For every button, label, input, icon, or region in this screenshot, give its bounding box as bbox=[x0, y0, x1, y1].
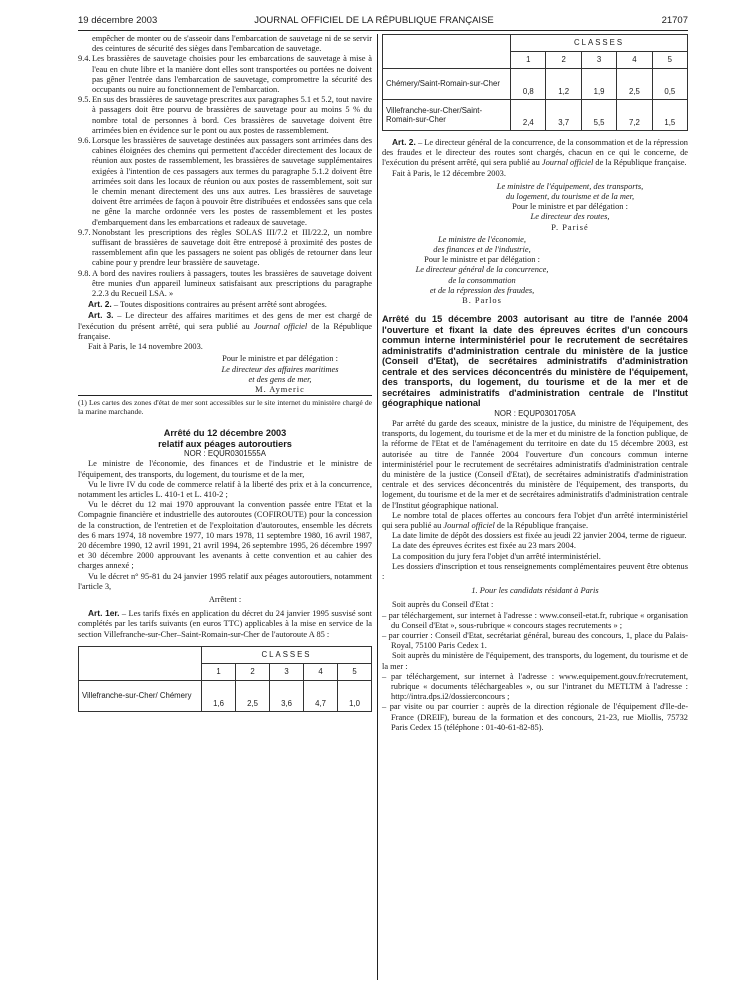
paragraph: La date limite de dépôt des dossiers est fixée au jeudi 22 janvier 2004, terme de rigueur. bbox=[392, 531, 687, 541]
rule-item bbox=[78, 228, 372, 269]
signature-line: des finances et de l'industrie, bbox=[433, 245, 531, 255]
table-corner bbox=[383, 35, 511, 69]
item-number: 9.5. bbox=[78, 95, 91, 105]
rule-items bbox=[78, 54, 372, 299]
signature-block bbox=[382, 182, 688, 233]
table-cell: 5,5 bbox=[581, 100, 616, 131]
signature-line: Le ministre de l'équipement, des transports, bbox=[496, 181, 644, 191]
table-row-label: Chémery/Saint-Romain-sur-Cher bbox=[383, 69, 511, 100]
dash-item: – par courrier : Conseil d'Etat, secrétariat général, bureau des concours, 1, place du Palais-Royal, 75100 Paris Cedex 1. bbox=[382, 631, 688, 651]
table-column-header: 4 bbox=[617, 52, 652, 69]
column-divider bbox=[377, 34, 378, 980]
journal-title: JOURNAL OFFICIEL DE LA RÉPUBLIQUE FRANÇAISE bbox=[254, 15, 494, 26]
signature-line: du logement, du tourisme et de la mer, bbox=[505, 192, 635, 202]
table-column-header: 2 bbox=[546, 52, 581, 69]
done-at: Fait à Paris, le 14 novembre 2003. bbox=[88, 342, 203, 352]
table-column-header: 5 bbox=[652, 52, 687, 69]
decree-title-line: relatif aux péages autoroutiers bbox=[158, 438, 292, 449]
signature-line: Le ministre de l'économie, bbox=[437, 234, 526, 244]
table-cell: 3,6 bbox=[270, 680, 304, 711]
table-cell: 7,2 bbox=[617, 100, 652, 131]
item-text: En sus des brassières de sauvetage prescrites aux paragraphes 5.1 et 5.2, tout navire à passagers doit être pourvu de brassières de sauvetage pour au moins 5 % du nombre total de personnes à bord. Ces brassières de sauvetage doivent être arrimées bien en évidence sur le pont ou aux postes de rassemblement. bbox=[92, 95, 373, 135]
done-at: Fait à Paris, le 12 décembre 2003. bbox=[392, 168, 506, 178]
signature-line: Pour le ministre et par délégation : bbox=[512, 202, 628, 212]
paragraph: Le nombre total de places offertes au concours fera l'objet d'un arrêté interministériel qui sera publié au Journal officiel de la République française. bbox=[382, 510, 688, 530]
table-cell: 1,2 bbox=[546, 69, 581, 100]
signature-line: Pour le ministre et par délégation : bbox=[424, 255, 540, 265]
footnote: (1) Les cartes des zones d'état de mer sont accessibles sur le site internet du ministère chargé de la marine marchande. bbox=[78, 395, 372, 416]
signature-line: Pour le ministre et par délégation : bbox=[222, 354, 338, 364]
item-text: Nonobstant les prescriptions des règles SOLAS III/7.2 et III/22.2, un nombre suffisant de brassières de sauvetage doit être entreposé à proximité des postes de rassemblement afin que les passagers ne soient pas obligés de retourner dans leur cabine pour y prendre leur brassière de sauvetage. bbox=[92, 227, 372, 268]
signature-line: et des gens de mer, bbox=[248, 374, 312, 384]
paragraph: La composition du jury fera l'objet d'un arrêté interministériel. bbox=[392, 551, 601, 561]
table-cell: 2,5 bbox=[236, 680, 270, 711]
table-row bbox=[79, 680, 372, 711]
signature-line: et de la répression des fraudes, bbox=[429, 285, 535, 295]
dash-item: – par téléchargement, sur internet à l'adresse : www.equipement.gouv.fr/recrutement, rubrique « documents téléchargeables », ou sur l'intranet du METLTM à l'adresse : http://intra.dps.i2/dossierconcours ; bbox=[382, 671, 688, 702]
signature-block bbox=[382, 235, 582, 306]
signature-line: Le directeur des affaires maritimes bbox=[221, 364, 339, 374]
rule-item bbox=[78, 269, 372, 300]
paragraph: Par arrêté du garde des sceaux, ministre de la justice, du ministre de l'équipement, des transports, du logement, du tourisme et de la mer et du ministre de la fonction publique, de la réforme de l'Etat et de l'aménagement du territoire en date du 15 décembre 2003, est autorisée au titre de l'année 2004 l'ouverture d'un concours commun interne interministériel pour le recrutement de secrétaires administratifs d'administration centrale du ministère de la justice (Conseil d'Etat), de secrétaires administratifs d'administration centrale et des services déconcentrés du ministère de l'équipement, des transports, du logement, du tourisme et de la mer et de secrétaires administratifs d'administration centrale de l'Institut géographique national. bbox=[382, 418, 688, 510]
table-row bbox=[383, 100, 688, 131]
table-row-label: Villefranche-sur-Cher/ Chémery bbox=[79, 680, 202, 711]
paragraph: Soit auprès du Conseil d'Etat : bbox=[392, 600, 494, 610]
page-number: 21707 bbox=[661, 15, 688, 26]
decree-title bbox=[78, 428, 372, 449]
right-column bbox=[382, 34, 688, 733]
signature-line: Le directeur des routes, bbox=[530, 212, 610, 222]
paragraph: Les dossiers d'inscription et tous renseignements complémentaires peuvent être obtenus : bbox=[382, 561, 688, 581]
table-row bbox=[383, 69, 688, 100]
article-2: Art. 2. – Toutes dispositions contraires au présent arrêté sont abrogées. bbox=[88, 299, 327, 310]
signature-line: de la consommation bbox=[448, 275, 516, 285]
paragraph: Le ministre de l'économie, des finances et de l'industrie et le ministre de l'équipement, des transports, du logement, du tourisme et de la mer, bbox=[78, 459, 372, 479]
table-cell: 2,5 bbox=[617, 69, 652, 100]
article-1: Art. 1er. – Les tarifs fixés en application du décret du 24 janvier 1995 susvisé sont complétés par les tarifs suivants (en euros TTC) applicables à la mise en service de la section Villefranche-sur-Cher–Saint-Romain-sur-Cher de l'autoroute A 85 : bbox=[78, 608, 372, 639]
signature-block bbox=[78, 354, 372, 395]
table-header-classes: CLASSES bbox=[511, 35, 688, 52]
table-row-label: Villefranche-sur-Cher/Saint-Romain-sur-Cher bbox=[383, 100, 511, 131]
toll-table bbox=[78, 646, 372, 712]
item-text: Les brassières de sauvetage choisies pour les embarcations de sauvetage à mise à l'eau en chute libre et la manière dont elles sont transportées ou portées ne doivent pas gêner l'entrée dans l'embarcation de sauvetage, compromettre la sécurité des occupants ou nuire au fonctionnement de l'embarcation. bbox=[92, 54, 372, 95]
table-corner bbox=[79, 646, 202, 680]
table-cell: 4,7 bbox=[304, 680, 338, 711]
decree-title-line: Arrêté du 12 décembre 2003 bbox=[163, 428, 287, 439]
table-header-classes: CLASSES bbox=[202, 646, 372, 663]
item-text: Lorsque les brassières de sauvetage destinées aux passagers sont arrimées dans des cabines éloignées des chemins qui permettent d'accéder directement des locaux de réunion aux postes de rassemblement, les brassières de sauvetage supplémentaires exigées à l'intention de ces passagers aux termes du paragraphe 5.1.2 doivent être arrimées soit dans les locaux de réunion ou aux postes de rassemblement, soit sur le chemin menant directement des uns aux autres. Les brassières de sauvetage doivent être arrimées de façon à pouvoir être distribuées et endossées sans que cela ne gêne la marche ordonnée vers les postes de rassemblement et les postes d'embarquement dans les embarcations et radeaux de sauvetage. bbox=[92, 136, 372, 227]
table-column-header: 1 bbox=[511, 52, 546, 69]
signature-line: Le directeur général de la concurrence, bbox=[415, 265, 549, 275]
signatory-name: P. Parisé bbox=[551, 222, 589, 232]
item-number: 9.6. bbox=[78, 136, 91, 146]
rule-item bbox=[78, 95, 372, 136]
dash-item: – par visite ou par courrier : auprès de la direction régionale de l'équipement d'Ile-de-France (DREIF), bureau de la formation et des concours, 21-23, rue Miollis, 75732 Paris Cedex 15 (téléphone : 01-40-61-82-85). bbox=[382, 702, 688, 732]
table-cell: 3,7 bbox=[546, 100, 581, 131]
table-column-header: 5 bbox=[337, 663, 371, 680]
header-rule bbox=[78, 30, 688, 31]
signatory-name: B. Parlos bbox=[462, 296, 502, 306]
table-cell: 1,9 bbox=[581, 69, 616, 100]
paragraph: Vu le livre IV du code de commerce relatif à la liberté des prix et à la concurrence, notamment les articles L. 410-1 et L. 410-2 ; bbox=[78, 479, 372, 499]
table-cell: 1,0 bbox=[337, 680, 371, 711]
rule-item bbox=[78, 136, 372, 228]
table-column-header: 2 bbox=[236, 663, 270, 680]
paragraph: La date des épreuves écrites est fixée au 23 mars 2004. bbox=[392, 541, 576, 551]
table-column-header: 3 bbox=[581, 52, 616, 69]
paragraph: Vu le décret n° 95-81 du 24 janvier 1995 relatif aux péages autoroutiers, notamment l'article 3, bbox=[78, 571, 372, 591]
nor-reference: NOR : EQUR0301555A bbox=[184, 449, 266, 459]
section-heading: 1. Pour les candidats résidant à Paris bbox=[471, 586, 599, 596]
rule-item bbox=[78, 54, 372, 95]
left-column bbox=[78, 34, 372, 718]
nor-reference: NOR : EQUP0301705A bbox=[494, 408, 576, 418]
dash-item: – par téléchargement, sur internet à l'adresse : www.conseil-etat.fr, rubrique « organisation du Conseil d'Etat », sous-rubrique « concours stages recrutements » ; bbox=[382, 610, 688, 630]
item-text: A bord des navires rouliers à passagers, toutes les brassières de sauvetage doivent être munies d'un appareil lumineux satisfaisant aux prescriptions du paragraphe 2.2.3 du Recueil LSA. » bbox=[92, 268, 372, 299]
table-cell: 1,6 bbox=[202, 680, 236, 711]
decree-title: Arrêté du 15 décembre 2003 autorisant au titre de l'année 2004 l'ouverture et fixant la date des épreuves écrites d'un concours commun interne interministériel pour le recrutement de secrétaires administratifs d'administration centrale du ministère de la justice (Conseil d'Etat), de secrétaires administratifs d'administration centrale et des services déconcentrés du ministère de l'équipement, des transports, du logement, du tourisme et de la mer et de secrétaires administratifs d'administration centrale de l'Institut géographique national bbox=[382, 314, 688, 409]
table-cell: 1,5 bbox=[652, 100, 687, 131]
continued-text: empêcher de monter ou de s'asseoir dans l'embarcation de sauvetage ni de se servir des ceintures de sécurité des sièges dans l'embarcation de sauvetage. bbox=[92, 34, 372, 54]
article-3: Art. 3. – Le directeur des affaires maritimes et des gens de mer est chargé de l'exécution du présent arrêté, qui sera publié au Journal officiel de la République française. bbox=[78, 310, 373, 341]
table-column-header: 3 bbox=[270, 663, 304, 680]
paragraph: Soit auprès du ministère de l'équipement, des transports, du logement, du tourisme et de la mer : bbox=[382, 651, 688, 671]
article-2: Art. 2. – Le directeur général de la concurrence, de la consommation et de la répression des fraudes et le directeur des routes sont chargés, chacun en ce qui le concerne, de l'exécution du présent arrêté, qui sera publié au Journal officiel de la République française. bbox=[382, 137, 688, 168]
toll-table bbox=[382, 34, 688, 131]
table-cell: 2,4 bbox=[511, 100, 546, 131]
table-column-header: 4 bbox=[304, 663, 338, 680]
item-number: 9.4. bbox=[78, 54, 91, 64]
paragraph: Vu le décret du 12 mai 1970 approuvant la convention passée entre l'Etat et la Compagnie financière et industrielle des autoroutes (COFIROUTE) pour la concession de la construction, de l'entretien et de l'exploitation d'autoroutes, ensemble les décrets des 6 mars 1974, 18 novembre 1977, 10 mars 1978, 11 septembre 1980, 16 avril 1987, 20 décembre 1990, 12 avril 1991, 21 avril 1994, 26 septembre 1995, 26 décembre 1997 et 30 décembre 2000 approuvant les avenants à cette convention et au cahier des charges annexé ; bbox=[78, 500, 372, 571]
table-column-header: 1 bbox=[202, 663, 236, 680]
arretent: Arrêtent : bbox=[208, 594, 242, 604]
table-cell: 0,5 bbox=[652, 69, 687, 100]
header-date: 19 décembre 2003 bbox=[78, 15, 158, 26]
item-number: 9.7. bbox=[78, 227, 91, 237]
table-cell: 0,8 bbox=[511, 69, 546, 100]
item-number: 9.8. bbox=[78, 268, 91, 278]
signatory-name: M. Aymeric bbox=[255, 384, 305, 394]
